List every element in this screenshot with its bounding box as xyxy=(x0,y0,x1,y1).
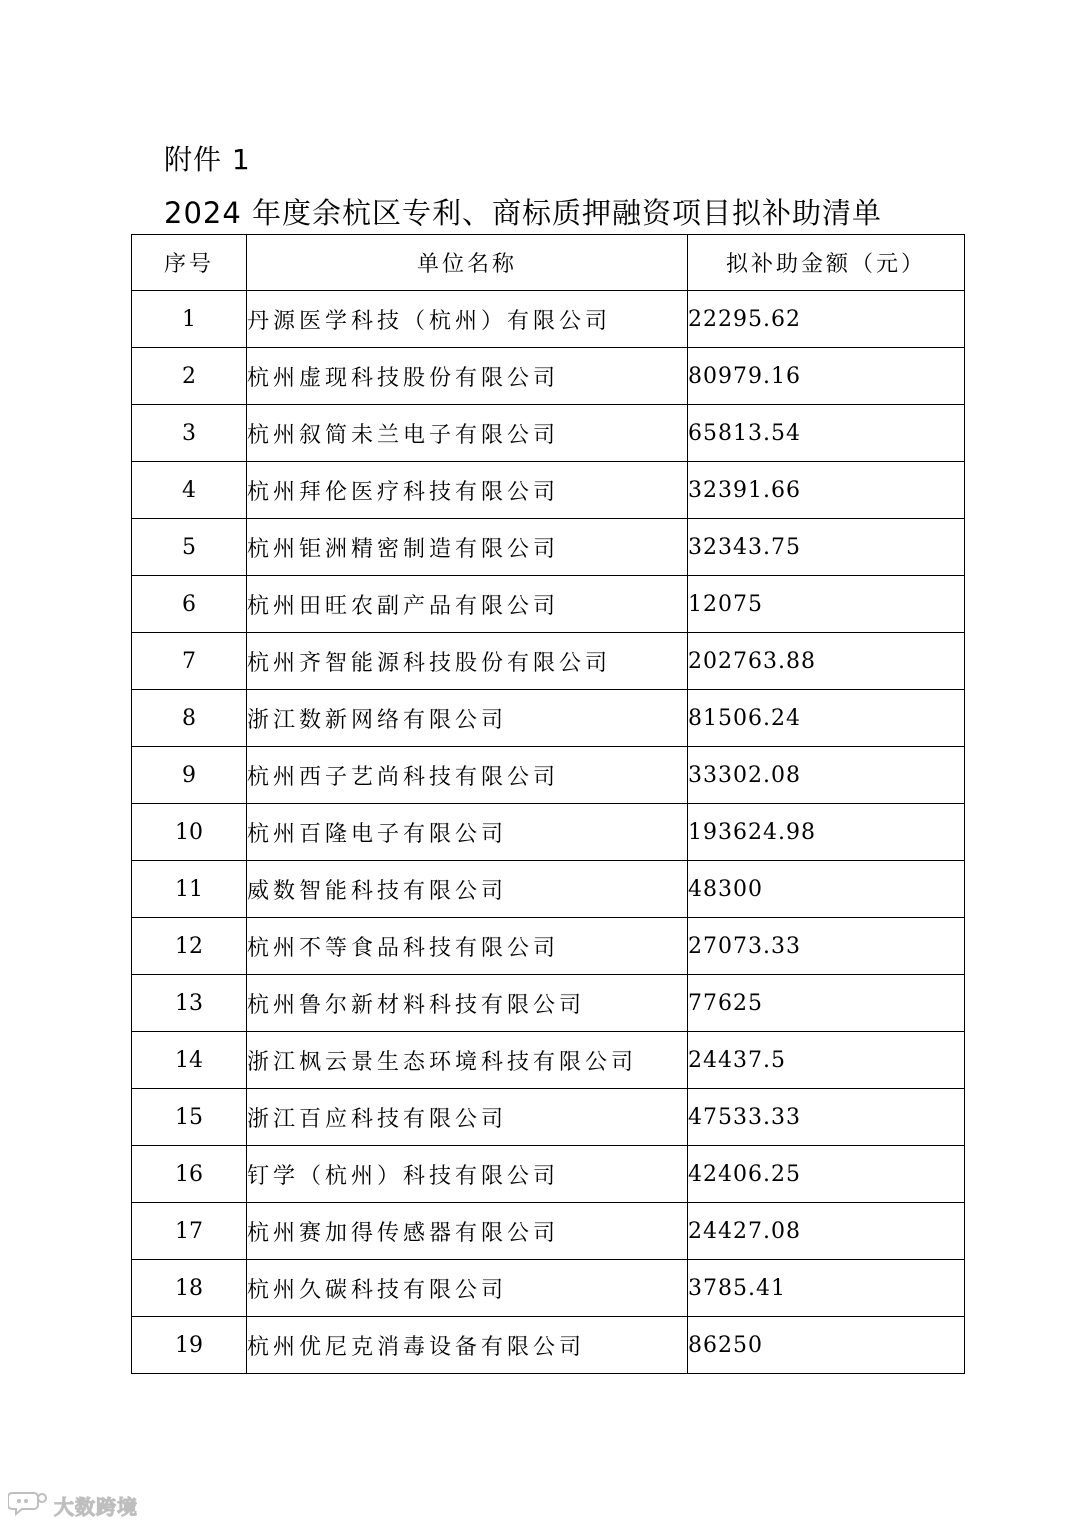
table-row xyxy=(132,519,965,576)
table-row xyxy=(132,633,965,690)
row-number: 11 xyxy=(132,861,247,918)
attachment-label: 附件 1 xyxy=(164,143,251,176)
table-row xyxy=(132,462,965,519)
row-number: 13 xyxy=(132,975,247,1032)
company-name: 杭州叙简未兰电子有限公司 xyxy=(247,405,688,462)
company-name: 杭州鲁尔新材料科技有限公司 xyxy=(247,975,688,1032)
company-name: 杭州优尼克消毒设备有限公司 xyxy=(247,1317,688,1374)
table-row xyxy=(132,861,965,918)
subsidy-amount: 12075 xyxy=(688,576,965,633)
company-name: 浙江百应科技有限公司 xyxy=(247,1089,688,1146)
table-row xyxy=(132,1260,965,1317)
row-number: 16 xyxy=(132,1146,247,1203)
subsidy-amount: 27073.33 xyxy=(688,918,965,975)
header-amount: 拟补助金额（元） xyxy=(688,235,965,291)
table-row xyxy=(132,291,965,348)
row-number: 7 xyxy=(132,633,247,690)
table-row xyxy=(132,975,965,1032)
subsidy-amount: 202763.88 xyxy=(688,633,965,690)
table-row xyxy=(132,690,965,747)
subsidy-amount: 48300 xyxy=(688,861,965,918)
company-name: 浙江数新网络有限公司 xyxy=(247,690,688,747)
header-name: 单位名称 xyxy=(247,235,688,291)
company-name: 杭州拜伦医疗科技有限公司 xyxy=(247,462,688,519)
company-name: 杭州不等食品科技有限公司 xyxy=(247,918,688,975)
document-title: 2024 年度余杭区专利、商标质押融资项目拟补助清单 xyxy=(164,196,883,230)
subsidy-amount: 65813.54 xyxy=(688,405,965,462)
table-row xyxy=(132,405,965,462)
row-number: 18 xyxy=(132,1260,247,1317)
row-number: 5 xyxy=(132,519,247,576)
row-number: 10 xyxy=(132,804,247,861)
subsidy-amount: 80979.16 xyxy=(688,348,965,405)
table-row xyxy=(132,1089,965,1146)
row-number: 15 xyxy=(132,1089,247,1146)
subsidy-amount: 33302.08 xyxy=(688,747,965,804)
row-number: 3 xyxy=(132,405,247,462)
row-number: 9 xyxy=(132,747,247,804)
company-name: 威数智能科技有限公司 xyxy=(247,861,688,918)
row-number: 8 xyxy=(132,690,247,747)
table-row xyxy=(132,1032,965,1089)
row-number: 19 xyxy=(132,1317,247,1374)
company-name: 丹源医学科技（杭州）有限公司 xyxy=(247,291,688,348)
table-row xyxy=(132,918,965,975)
row-number: 12 xyxy=(132,918,247,975)
row-number: 14 xyxy=(132,1032,247,1089)
company-name: 杭州田旺农副产品有限公司 xyxy=(247,576,688,633)
company-name: 杭州赛加得传感器有限公司 xyxy=(247,1203,688,1260)
subsidy-amount: 193624.98 xyxy=(688,804,965,861)
subsidy-amount: 77625 xyxy=(688,975,965,1032)
header-no: 序号 xyxy=(132,235,247,291)
table-row xyxy=(132,747,965,804)
table-body xyxy=(132,291,965,1374)
chat-bubble-logo-icon xyxy=(8,1490,48,1521)
company-name: 杭州齐智能源科技股份有限公司 xyxy=(247,633,688,690)
row-number: 2 xyxy=(132,348,247,405)
subsidy-amount: 32343.75 xyxy=(688,519,965,576)
subsidy-amount: 32391.66 xyxy=(688,462,965,519)
watermark xyxy=(8,1490,138,1521)
company-name: 杭州百隆电子有限公司 xyxy=(247,804,688,861)
subsidy-amount: 3785.41 xyxy=(688,1260,965,1317)
table-row xyxy=(132,1317,965,1374)
company-name: 杭州西子艺尚科技有限公司 xyxy=(247,747,688,804)
table-header-row xyxy=(132,235,965,291)
table-row xyxy=(132,348,965,405)
subsidy-table xyxy=(131,234,965,1374)
table-row xyxy=(132,576,965,633)
table-row xyxy=(132,1203,965,1260)
company-name: 钉学（杭州）科技有限公司 xyxy=(247,1146,688,1203)
company-name: 杭州钜洲精密制造有限公司 xyxy=(247,519,688,576)
row-number: 4 xyxy=(132,462,247,519)
table-row xyxy=(132,804,965,861)
watermark-text: 大数跨境 xyxy=(54,1495,138,1519)
row-number: 1 xyxy=(132,291,247,348)
subsidy-amount: 42406.25 xyxy=(688,1146,965,1203)
row-number: 6 xyxy=(132,576,247,633)
row-number: 17 xyxy=(132,1203,247,1260)
subsidy-amount: 47533.33 xyxy=(688,1089,965,1146)
subsidy-amount: 81506.24 xyxy=(688,690,965,747)
table-row xyxy=(132,1146,965,1203)
subsidy-amount: 24427.08 xyxy=(688,1203,965,1260)
subsidy-amount: 86250 xyxy=(688,1317,965,1374)
company-name: 浙江枫云景生态环境科技有限公司 xyxy=(247,1032,688,1089)
company-name: 杭州虚现科技股份有限公司 xyxy=(247,348,688,405)
subsidy-amount: 24437.5 xyxy=(688,1032,965,1089)
company-name: 杭州久碳科技有限公司 xyxy=(247,1260,688,1317)
subsidy-amount: 22295.62 xyxy=(688,291,965,348)
